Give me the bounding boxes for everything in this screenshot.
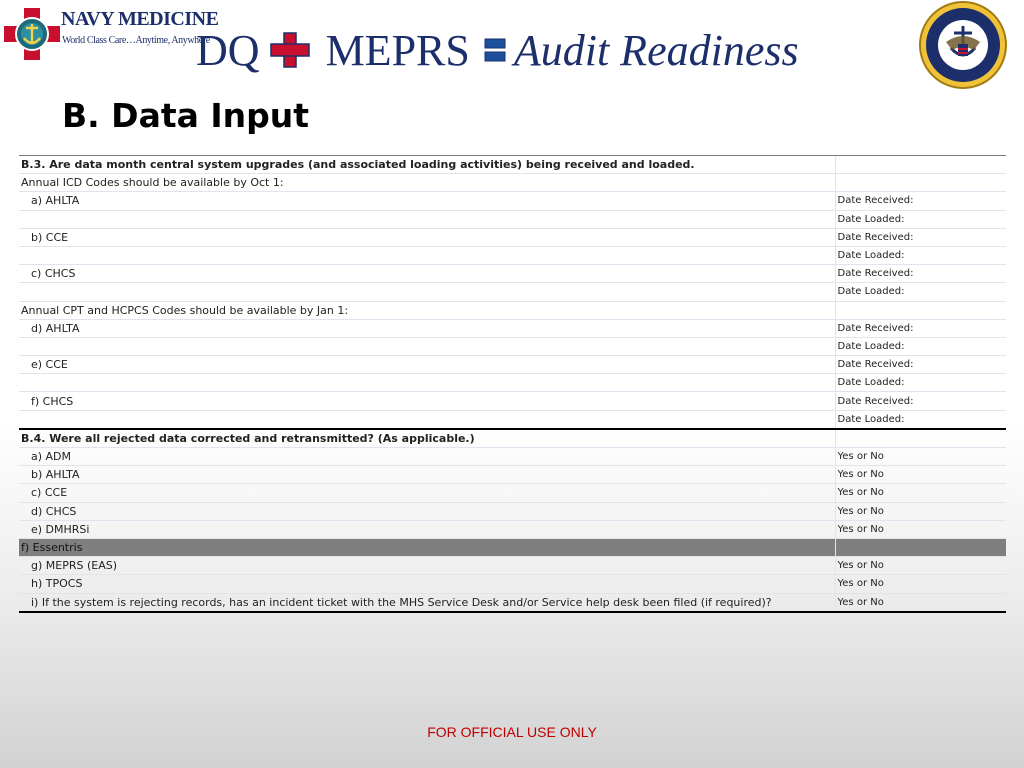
row-response-cell[interactable]: Yes or No [835, 448, 1006, 466]
row-response-cell[interactable]: Yes or No [835, 557, 1006, 575]
row-response-cell[interactable]: Date Loaded: [835, 210, 1006, 228]
row-response-cell[interactable]: Date Received: [835, 228, 1006, 246]
row-response-cell[interactable] [835, 538, 1006, 556]
row-label-cell: g) MEPRS (EAS) [19, 557, 835, 575]
row-label-cell: B.3. Are data month central system upgrades (and associated loading activities) being received and loaded. [19, 156, 835, 174]
row-response-cell[interactable]: Date Received: [835, 192, 1006, 210]
row-response-cell[interactable]: Date Loaded: [835, 410, 1006, 429]
table-row [19, 356, 1006, 374]
table-row [19, 410, 1006, 429]
table-row [19, 520, 1006, 538]
row-response-cell[interactable]: Yes or No [835, 520, 1006, 538]
classification-footer: FOR OFFICIAL USE ONLY [427, 724, 597, 740]
logo-title: NAVY MEDICINE [61, 8, 219, 30]
table-row [19, 575, 1006, 593]
row-label-cell: e) CCE [19, 356, 835, 374]
logo-tagline: World Class Care…Anytime, Anywhere [62, 35, 210, 46]
row-label-cell [19, 210, 835, 228]
plus-icon [270, 32, 310, 68]
row-response-cell[interactable] [835, 156, 1006, 174]
navy-medicine-logo [2, 6, 219, 62]
table-row [19, 156, 1006, 174]
table-row [19, 538, 1006, 556]
row-label-cell: d) CHCS [19, 502, 835, 520]
row-label-cell: Annual CPT and HCPCS Codes should be available by Jan 1: [19, 301, 835, 319]
row-label-cell: Annual ICD Codes should be available by Oct 1: [19, 174, 835, 192]
table-row [19, 265, 1006, 283]
row-response-cell[interactable]: Date Loaded: [835, 246, 1006, 264]
row-label-cell [19, 410, 835, 429]
table-row [19, 228, 1006, 246]
table-row [19, 283, 1006, 301]
row-response-cell[interactable]: Yes or No [835, 484, 1006, 502]
row-label-cell: a) ADM [19, 448, 835, 466]
row-label-cell: h) TPOCS [19, 575, 835, 593]
table-row [19, 429, 1006, 448]
row-label-cell: c) CCE [19, 484, 835, 502]
row-label-cell: e) DMHRSi [19, 520, 835, 538]
row-response-cell[interactable]: Date Loaded: [835, 283, 1006, 301]
title-dq: DQ [196, 25, 260, 75]
row-response-cell[interactable] [835, 301, 1006, 319]
navy-seal-icon [918, 0, 1008, 90]
row-response-cell[interactable]: Date Received: [835, 356, 1006, 374]
row-label-cell [19, 246, 835, 264]
row-response-cell[interactable]: Date Received: [835, 392, 1006, 410]
row-label-cell [19, 283, 835, 301]
row-response-cell[interactable] [835, 174, 1006, 192]
row-response-cell[interactable]: Date Received: [835, 265, 1006, 283]
section-heading: B. Data Input [62, 96, 310, 135]
row-label-cell [19, 374, 835, 392]
table-row [19, 392, 1006, 410]
table-row [19, 484, 1006, 502]
table-row [19, 374, 1006, 392]
row-label-cell [19, 337, 835, 355]
table-row [19, 593, 1006, 612]
row-label-cell: i) If the system is rejecting records, has an incident ticket with the MHS Service Desk and/or Service help desk been filed (if required)? [19, 593, 835, 612]
page-title [196, 20, 799, 80]
table-row [19, 557, 1006, 575]
table-row [19, 448, 1006, 466]
table-row [19, 466, 1006, 484]
row-response-cell[interactable]: Yes or No [835, 502, 1006, 520]
table-row [19, 319, 1006, 337]
row-label-cell: B.4. Were all rejected data corrected and retransmitted? (As applicable.) [19, 429, 835, 448]
row-label-cell: b) AHLTA [19, 466, 835, 484]
row-response-cell[interactable]: Yes or No [835, 593, 1006, 612]
table-row [19, 301, 1006, 319]
row-label-cell: c) CHCS [19, 265, 835, 283]
title-audit-readiness: Audit Readiness [513, 25, 799, 75]
row-label-cell: d) AHLTA [19, 319, 835, 337]
data-input-checklist-table [19, 155, 1006, 613]
title-meprs: MEPRS [325, 25, 470, 75]
row-response-cell[interactable] [835, 429, 1006, 448]
table-row [19, 502, 1006, 520]
row-label-cell: f) CHCS [19, 392, 835, 410]
table-body [19, 156, 1006, 612]
row-label-cell: a) AHLTA [19, 192, 835, 210]
row-label-cell: f) Essentris [19, 538, 835, 556]
row-response-cell[interactable]: Yes or No [835, 466, 1006, 484]
row-response-cell[interactable]: Date Loaded: [835, 374, 1006, 392]
table-row [19, 192, 1006, 210]
row-response-cell[interactable]: Yes or No [835, 575, 1006, 593]
table-row [19, 210, 1006, 228]
table-row [19, 246, 1006, 264]
equals-icon [484, 36, 506, 64]
table-row [19, 337, 1006, 355]
row-response-cell[interactable]: Date Received: [835, 319, 1006, 337]
row-response-cell[interactable]: Date Loaded: [835, 337, 1006, 355]
row-label-cell: b) CCE [19, 228, 835, 246]
table-row [19, 174, 1006, 192]
anchor-cross-icon [2, 6, 62, 62]
